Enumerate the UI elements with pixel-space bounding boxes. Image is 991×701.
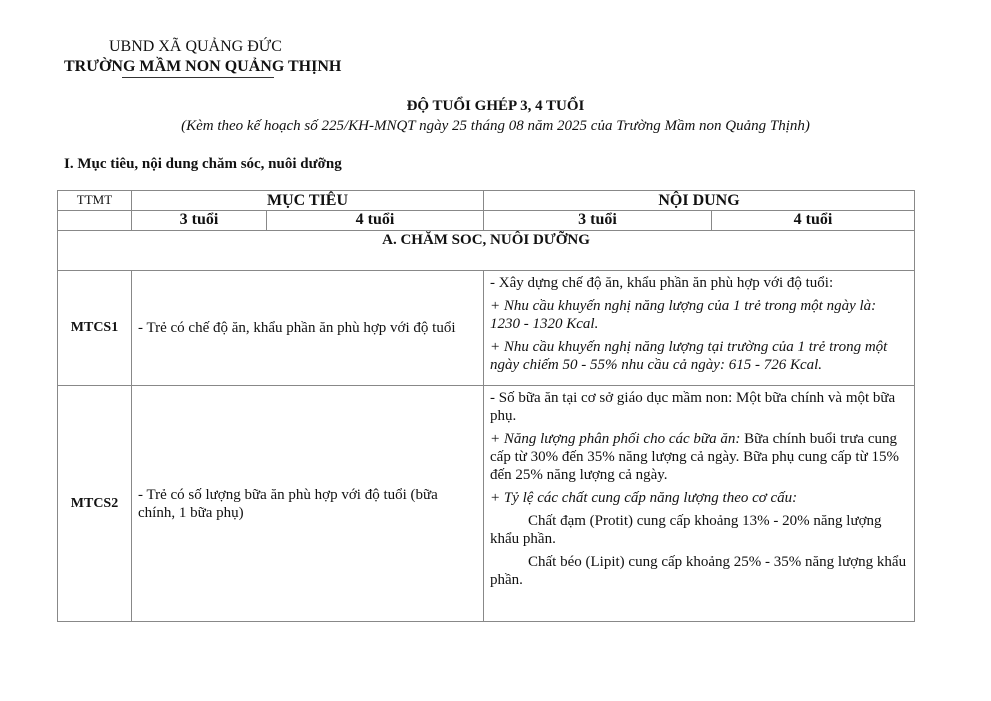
section-a-title: A. CHĂM SOC, NUÔI DƯỠNG: [58, 231, 915, 271]
table-subheader-row: [58, 211, 915, 231]
subheader-empty: [58, 211, 132, 231]
document-subtitle: (Kèm theo kế hoạch số 225/KH-MNQT ngày 25 tháng 08 năm 2025 của Trường Mầm non Quảng Thịnh): [181, 118, 810, 134]
content-paragraph: + Nhu cầu khuyến nghị năng lượng tại trường của 1 trẻ trong một ngày chiếm 50 - 55% nhu cầu cả ngày: 615 - 726 Kcal.: [490, 339, 888, 373]
plan-table: [57, 190, 915, 622]
table-header-row: [58, 191, 915, 211]
subheader-noi-dung-4: 4 tuổi: [712, 211, 915, 231]
content-paragraph: - Số bữa ăn tại cơ sở giáo dục mầm non: Một bữa chính và một bữa phụ.: [490, 390, 896, 424]
section-a-row: [58, 231, 915, 271]
section-heading: I. Mục tiêu, nội dung chăm sóc, nuôi dưỡng: [64, 156, 342, 172]
table-row: [58, 271, 915, 386]
row-goal: - Trẻ có chế độ ăn, khẩu phần ăn phù hợp với độ tuổi: [132, 271, 484, 386]
document-title: ĐỘ TUỔI GHÉP 3, 4 TUỔI: [406, 98, 585, 114]
row-content: [484, 386, 915, 622]
header-underline: [122, 77, 274, 78]
subheader-muc-tieu-3: 3 tuổi: [132, 211, 267, 231]
authority-name: UBND XÃ QUẢNG ĐỨC: [109, 38, 282, 55]
row-content: [484, 271, 915, 386]
content-text: Bữa chính buổi trưa cung cấp từ 30% đến 35% năng lượng cả ngày. Bữa phụ cung cấp từ 15% đến 25% năng lượng cả ngày.: [490, 431, 899, 483]
content-paragraph: + Tỷ lệ các chất cung cấp năng lượng theo cơ cấu:: [490, 490, 798, 506]
header-noi-dung: NỘI DUNG: [484, 191, 915, 211]
school-name: TRƯỜNG MẦM NON QUẢNG THỊNH: [64, 58, 342, 75]
table-row: [58, 386, 915, 622]
header-muc-tieu: MỤC TIÊU: [132, 191, 484, 211]
content-paragraph: + Nhu cầu khuyến nghị năng lượng của 1 trẻ trong một ngày là: 1230 - 1320 Kcal.: [490, 298, 877, 332]
row-code: MTCS1: [58, 271, 132, 386]
content-paragraph: [490, 430, 908, 484]
subheader-muc-tieu-4: 4 tuổi: [267, 211, 484, 231]
content-paragraph: Chất béo (Lipit) cung cấp khoảng 25% - 35% năng lượng khẩu phần.: [490, 554, 907, 588]
row-goal: - Trẻ có số lượng bữa ăn phù hợp với độ tuổi (bữa chính, 1 bữa phụ): [132, 386, 484, 622]
row-code: MTCS2: [58, 386, 132, 622]
header-ttmt: TTMT: [58, 191, 132, 211]
content-paragraph: - Xây dựng chế độ ăn, khẩu phần ăn phù hợp với độ tuổi:: [490, 275, 834, 291]
subheader-noi-dung-3: 3 tuổi: [484, 211, 712, 231]
content-italic-lead: + Năng lượng phân phối cho các bữa ăn:: [490, 431, 741, 447]
content-paragraph: Chất đạm (Protit) cung cấp khoảng 13% - 20% năng lượng khẩu phần.: [490, 513, 882, 547]
